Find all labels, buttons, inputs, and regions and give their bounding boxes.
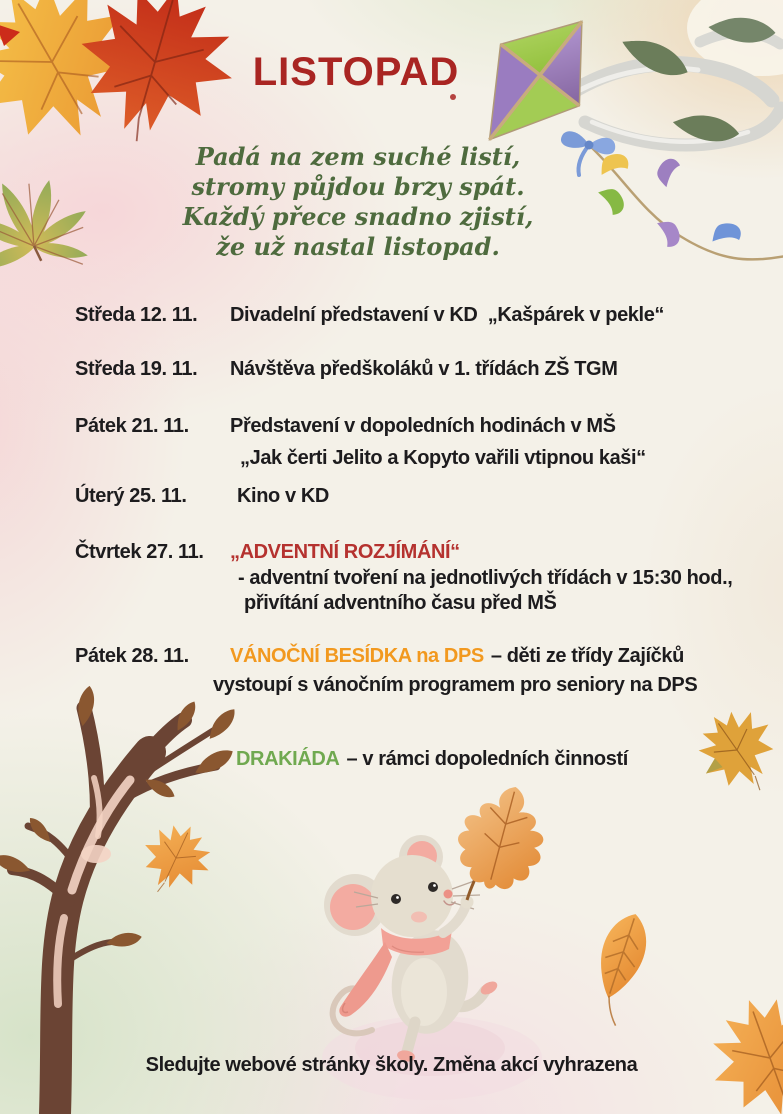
mouse-head-icon — [371, 855, 453, 937]
event-highlight: DRAKIÁDA — [236, 748, 340, 770]
event-date: Úterý 25. 11. — [75, 485, 187, 507]
poem-line: že už nastal listopad. — [216, 232, 500, 261]
event-date: Čtvrtek 27. 11. — [75, 541, 204, 563]
event-desc-cont — [0, 447, 783, 473]
mouse-icon — [322, 776, 557, 1100]
event-highlight: VÁNOČNÍ BESÍDKA na DPS — [230, 645, 484, 667]
event-row — [0, 304, 783, 330]
birch-leaf-icon — [581, 908, 655, 1028]
poem-line: stromy půjdou brzy spát. — [191, 172, 525, 201]
chestnut-leaf-icon — [0, 165, 99, 286]
poem-line: Každý přece snadno zjistí, — [182, 202, 534, 231]
event-desc: Kino v KD — [237, 485, 329, 507]
event-desc-rest: – děti ze třídy Zajíčků — [490, 645, 684, 667]
kite-ribbon-icon — [708, 217, 745, 254]
event-desc: vystoupí s vánočním programem pro seniory na DPS — [213, 674, 698, 696]
event-date: Středa 12. 11. — [75, 304, 198, 326]
poem-line: Padá na zem suché listí, — [195, 142, 521, 171]
event-row — [0, 485, 783, 511]
event-date: Pátek 21. 11. — [75, 415, 189, 437]
event-desc: - adventní tvoření na jednotlivých třídách v 15:30 hod., — [238, 567, 733, 589]
poem — [118, 142, 598, 262]
event-row — [0, 748, 783, 774]
event-desc: Divadelní představení v KD „Kašpárek v pekle“ — [230, 304, 665, 326]
event-row — [0, 415, 783, 441]
event-row — [0, 645, 783, 671]
kite-ribbon-icon — [651, 218, 684, 250]
footer-note: Sledujte webové stránky školy. Změna akcí vyhrazena — [145, 1054, 638, 1076]
event-desc — [230, 645, 684, 668]
event-desc — [236, 748, 628, 771]
kite-ribbon-icon — [595, 187, 627, 217]
mouse-nose-icon — [444, 890, 453, 899]
falling-leaf-icon — [129, 812, 222, 907]
corner-maple-icon — [693, 979, 783, 1114]
event-row — [0, 358, 783, 384]
page-title: LISTOPAD — [252, 50, 460, 94]
event-desc-cont — [0, 592, 783, 618]
event-desc: přivítání adventního času před MŠ — [244, 592, 557, 614]
oak-leaf-icon — [447, 776, 556, 899]
event-highlight: „ADVENTNÍ ROZJÍMÁNÍ“ — [230, 541, 460, 563]
event-desc: „Jak čerti Jelito a Kopyto vařili vtipnou kaši“ — [240, 447, 646, 469]
event-desc: Představení v dopoledních hodinách v MŠ — [230, 415, 616, 437]
event-desc-cont — [0, 674, 783, 700]
kite-ribbon-icon — [654, 157, 684, 189]
event-date: Středa 19. 11. — [75, 358, 198, 380]
event-row — [0, 541, 783, 567]
event-date: Pátek 28. 11. — [75, 645, 189, 667]
event-desc-rest: – v rámci dopoledních činností — [346, 748, 628, 770]
event-desc: Návštěva předškoláků v 1. třídách ZŠ TGM — [230, 358, 618, 380]
event-desc-cont — [0, 567, 783, 593]
